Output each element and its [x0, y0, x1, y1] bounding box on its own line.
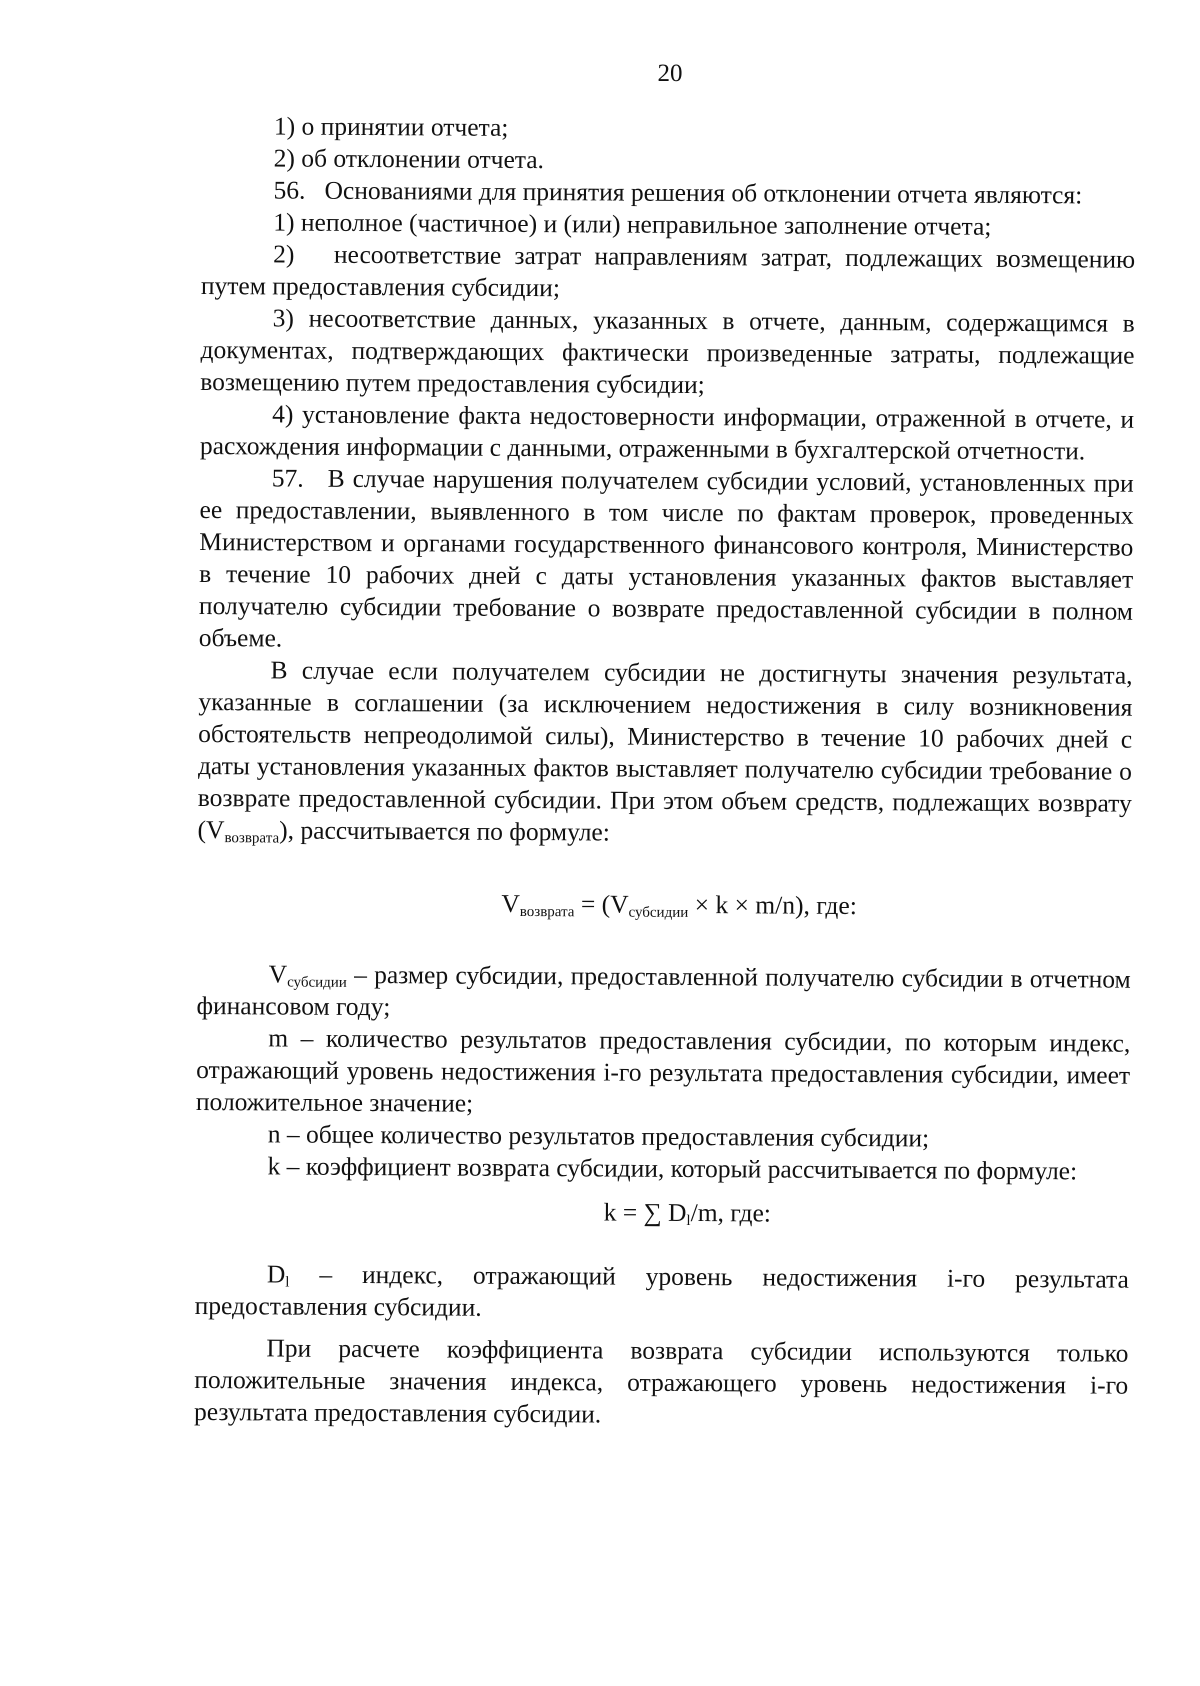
- definition-v-text: – размер субсидии, предоставленной получателю субсидии в отчетном финансовом году;: [196, 959, 1131, 1022]
- formula-k-post: /m, где:: [690, 1198, 772, 1228]
- definition-v-subscript: субсидии: [287, 974, 347, 991]
- list-item-accept-report: 1) о принятии отчета;: [273, 111, 509, 142]
- formula-rest: × k × m/n), где:: [688, 889, 857, 921]
- formula-k-subscript: l: [686, 1212, 691, 1230]
- clause-56: 56. Основаниями для принятия решения об отклонении отчета являются:: [273, 175, 1083, 210]
- reason-4: 4) установление факта недостоверности информации, отраженной в отчете, и расхождения информации с данными, отраженными в бухгалтерской отчетности.: [199, 399, 1135, 466]
- formula-k-pre: k = ∑ D: [603, 1197, 687, 1227]
- formula-return-volume: [197, 886, 1131, 924]
- definition-d: [195, 1258, 1129, 1328]
- formula-vsub-subscript: субсидии: [628, 904, 689, 921]
- reason-3: 3) несоответствие данных, указанных в отчете, данным, содержащимся в документах, подтверждающих фактически произведенные затраты, подлежащие возмещению путем предоставления субсидии;: [200, 303, 1135, 400]
- formula-v-subscript: возврата: [519, 903, 575, 921]
- list-item-reject-report: 2) об отклонении отчета.: [273, 143, 545, 175]
- definition-m: m – количество результатов предоставления субсидии, по которым индекс, отражающий уровень недостижения i-го результата предоставления субсидии, имеет положительное значение;: [195, 1023, 1131, 1118]
- return-paragraph: [198, 654, 1133, 852]
- formula-v: V: [501, 888, 520, 918]
- formula-eq: = (V: [574, 889, 629, 919]
- definition-v: V: [268, 959, 288, 989]
- definition-d-letter: D: [266, 1259, 286, 1289]
- return-subscript: возврата: [224, 830, 280, 847]
- final-paragraph: При расчете коэффициента возврата субсидии используются только положительные значения индекса, отражающего уровень недостижения i-го результата предоставления субсидии.: [193, 1333, 1129, 1429]
- return-paragraph-text: В случае если получателем субсидии не достигнуты значения результата, указанные в соглашении (за исключением недостижения в силу возникновения обстоятельств непреодолимой силы), Министерство в течение 10 рабочих дней с даты установления указанных фактов выставляет получателю субсидии требование о возврате предоставленной субсидии. При этом объем средств, подлежащих возврату (V: [197, 655, 1133, 845]
- clause-57: 57. В случае нарушения получателем субсидии условий, установленных при ее предоставлении, выявленного в том числе по фактам проверок, проведенных Министерством и органами государственного финансового контроля, Министерство в течение 10 рабочих дней с даты установления указанных фактов выставляет получателю субсидии требование о возврате предоставленной субсидии в полном объеме.: [198, 463, 1134, 653]
- definition-d-text: – индекс, отражающий уровень недостижения i-го результата предоставления субсидии.: [194, 1259, 1129, 1322]
- reason-2: 2) несоответствие затрат направлениям затрат, подлежащих возмещению путем предоставления субсидии;: [200, 239, 1136, 303]
- page-number: 20: [657, 60, 683, 87]
- return-paragraph-tail: ), рассчитывается по формуле:: [279, 815, 610, 847]
- definition-n: n – общее количество результатов предоставления субсидии;: [267, 1119, 930, 1153]
- document-body: [194, 110, 1136, 1434]
- definition-k: k – коэффициент возврата субсидии, который рассчитывается по формуле:: [267, 1151, 1078, 1186]
- definition-d-subscript: l: [285, 1274, 290, 1291]
- definition-v-subsidy: [196, 958, 1130, 1028]
- reason-1: 1) неполное (частичное) и (или) неправильное заполнение отчета;: [273, 207, 992, 241]
- formula-k: [195, 1194, 1129, 1232]
